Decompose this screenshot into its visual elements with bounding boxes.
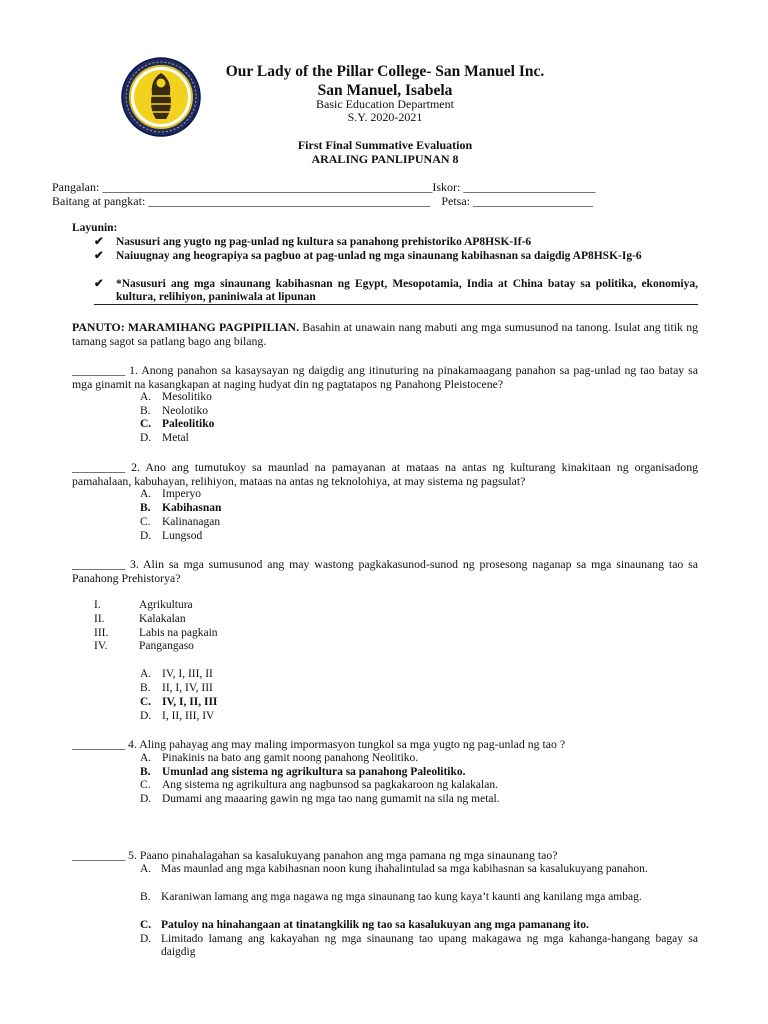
option-c: C. Kalinanagan xyxy=(140,516,221,528)
question-1 xyxy=(72,364,698,391)
option-d: D. Metal xyxy=(140,432,189,444)
answer-blank[interactable]: _________ xyxy=(72,737,126,751)
checkmark-icon: ✔ xyxy=(94,250,104,262)
objective-text: *Nasusuri ang mga sinaunang kabihasnan ng Egypt, Mesopotamia, India at China batay sa politika, ekonomiya, kultura, relihiyon, paniniwala at lipunan xyxy=(116,278,698,303)
question-text: 5. Paano pinahalagahan sa kasalukuyang panahon ang mga pamana ng mga sinaunang tao? xyxy=(128,848,558,862)
question-text: 2. Ano ang tumutukoy sa maunlad na pamayanan at mataas na antas ng kulturang kinakitaan ng organisadong pamahalaan, kabuhayan, relihiyon, mataas na antas ng teknolohiya, at may sistema ng pagsulat? xyxy=(72,460,698,488)
answer-blank[interactable]: _________ xyxy=(72,848,126,862)
answer-blank[interactable]: _________ xyxy=(72,363,126,377)
baitang-blank[interactable]: _______________________________________________ xyxy=(148,194,431,208)
option-d: D. Limitado lamang ang kakayahan ng mga sinaunang tao upang makagawa ng mga kahanga-hangang bagay sa daigdig xyxy=(140,933,698,958)
option-a: A. Imperyo xyxy=(140,488,201,500)
option-a: A. Pinakinis na bato ang gamit noong panahong Neolitiko. xyxy=(140,752,419,764)
panuto-text: Basahin at unawain nang mabuti ang mga sumusunod na tanong. Isulat ang titik ng tamang sagot sa patlang bago ang bilang. xyxy=(72,320,699,348)
pangalan-blank[interactable]: _______________________________________________________ xyxy=(102,180,433,194)
objective-text: Naiuugnay ang heograpiya sa pagbuo at pag-unlad ng mga sinaunang kabihasnan sa daigdig AP8HSK-Ig-6 xyxy=(116,250,642,262)
objective-item xyxy=(94,236,698,249)
question-4 xyxy=(72,738,698,752)
option-d: D. Dumami ang maaaring gawin ng mga tao nang gumamit na sila ng metal. xyxy=(140,793,500,805)
layunin-label: Layunin: xyxy=(72,222,118,234)
baitang-row xyxy=(52,194,593,209)
iskor-label: Iskor: xyxy=(432,180,461,194)
option-b: B. Karaniwan lamang ang mga nagawa ng mga sinaunang tao kung kaya’t kaunti ang kanilang mga ambag. xyxy=(140,891,642,903)
roman-item: IV. Pangangaso xyxy=(94,640,194,652)
option-b: B. Umunlad ang sistema ng agrikultura sa panahong Paleolitiko. xyxy=(140,766,466,778)
pangalan-row xyxy=(52,180,595,195)
option-c: C. Ang sistema ng agrikultura ang nagbunsod sa pagkakaroon ng kalakalan. xyxy=(140,779,498,791)
objective-item xyxy=(94,278,698,304)
department: Basic Education Department xyxy=(316,97,454,111)
question-text: 1. Anong panahon sa kasaysayan ng daigdig ang itinuturing na pinakamaagang panahon sa pag-unlad ng tao batay sa mga ginamit na kasangkapan at naging hudyat din ng pagtatapos ng Panahong Pleistocene? xyxy=(72,363,698,391)
checkmark-icon: ✔ xyxy=(94,236,104,248)
exam-title: First Final Summative Evaluation xyxy=(297,138,473,152)
option-b: B. Neolotiko xyxy=(140,405,208,417)
school-location: San Manuel, Isabela xyxy=(317,82,453,99)
objective-item xyxy=(94,250,698,263)
option-b: B. II, I, IV, III xyxy=(140,682,213,694)
option-d: D. I, II, III, IV xyxy=(140,710,215,722)
school-year: S.Y. 2020-2021 xyxy=(347,110,423,124)
roman-item: II. Kalakalan xyxy=(94,613,186,625)
panuto-label: PANUTO: MARAMIHANG PAGPIPILIAN. xyxy=(72,320,300,334)
petsa-blank[interactable]: ____________________ xyxy=(472,194,593,208)
option-c: C. Patuloy na hinahangaan at tinatangkilik ng tao sa kasalukuyan ang mga pamanang ito. xyxy=(140,919,589,931)
answer-blank[interactable]: _________ xyxy=(72,557,126,571)
option-c: C. Paleolitiko xyxy=(140,418,215,430)
option-b: B. Kabihasnan xyxy=(140,502,222,514)
question-text: 4. Aling pahayag ang may maling impormasyon tungkol sa mga yugto ng pag-unlad ng tao ? xyxy=(128,737,566,751)
option-c: C. IV, I, II, III xyxy=(140,696,218,708)
baitang-label: Baitang at pangkat: xyxy=(52,194,146,208)
option-a: A. IV, I, III, II xyxy=(140,668,213,680)
petsa-label: Petsa: xyxy=(441,194,470,208)
subject-title: ARALING PANLIPUNAN 8 xyxy=(311,152,459,166)
pangalan-label: Pangalan: xyxy=(52,180,100,194)
question-text: 3. Alin sa mga sumusunod ang may wastong pagkakasunod-sunod ng prosesong naganap sa mga sinaunang tao sa Panahong Prehistorya? xyxy=(72,557,699,585)
school-name: Our Lady of the Pillar College- San Manuel Inc. xyxy=(225,63,545,80)
question-2 xyxy=(72,461,698,488)
roman-item: I. Agrikultura xyxy=(94,599,193,611)
panuto-instructions xyxy=(72,321,698,348)
objective-text: Nasusuri ang yugto ng pag-unlad ng kultura sa panahong prehistoriko AP8HSK-If-6 xyxy=(116,236,532,248)
roman-item: III. Labis na pagkain xyxy=(94,627,218,639)
divider xyxy=(94,304,698,305)
checkmark-icon: ✔ xyxy=(94,278,104,290)
question-3 xyxy=(72,558,698,585)
option-a: A. Mas maunlad ang mga kabihasnan noon kung ihahalintulad sa mga kabihasnan sa kasalukuyang panahon. xyxy=(140,863,648,875)
answer-blank[interactable]: _________ xyxy=(72,460,126,474)
option-a: A. Mesolitiko xyxy=(140,391,212,403)
question-5 xyxy=(72,849,698,863)
option-d: D. Lungsod xyxy=(140,530,203,542)
iskor-blank[interactable]: ______________________ xyxy=(463,180,596,194)
